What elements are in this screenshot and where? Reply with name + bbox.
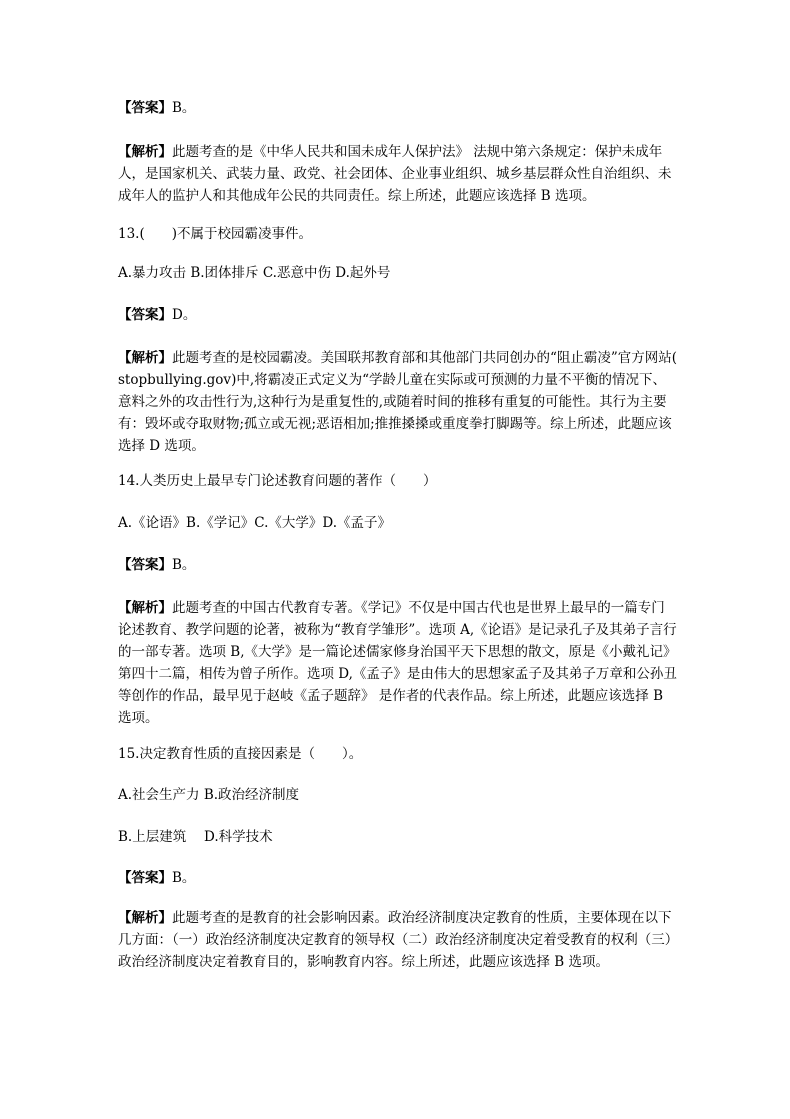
q12-answer: [118, 97, 678, 119]
q13-answer: [118, 304, 678, 326]
answer-value: B。: [172, 100, 196, 116]
q15-analysis: [118, 907, 678, 973]
analysis-tag: 【解析】: [118, 350, 172, 366]
q14-analysis: [118, 597, 678, 729]
analysis-text: 此题考查的中国古代教育专著。《学记》不仅是中国古代也是世界上最早的一篇专门论述教育、教学问题的论著，被称为“教育学雏形”。选项 A,《论语》是记录孔子及其弟子言行的一部专著。选项 B,《大学》是一篇论述儒家修身治国平天下思想的散文，原是《小戴礼记》第四十二篇，相传为曾子所作。选项 D,《孟子》是由伟大的思想家孟子及其弟子万章和公孙丑等创作的作品，最早见于赵岐《孟子题辞》 是作者的代表作品。综上所述，此题应该选择 B 选项。: [118, 600, 677, 726]
q13-options: A.暴力攻击 B.团体排斥 C.恶意中伤 D.起外号: [118, 265, 391, 281]
answer-value: D。: [172, 307, 197, 323]
q12-analysis: [118, 141, 678, 207]
analysis-tag: 【解析】: [118, 910, 172, 926]
answer-value: B。: [172, 870, 196, 886]
q15-answer: [118, 867, 678, 889]
answer-tag: 【答案】: [118, 557, 172, 573]
analysis-text: 此题考查的是校园霸凌。美国联邦教育部和其他部门共同创办的“阻止霸凌”官方网站( stopbullying.gov)中,将霸凌正式定义为“学龄儿童在实际或可预测的力量不平衡的情况下、意料之外的攻击性行为,这种行为是重复性的,或随着时间的推移有重复的可能性。其行为主要有：毁坏或夺取财物;孤立或无视;恶语相加;推推搡搡或重度拳打脚踢等。综上所述，此题应该选择 D 选项。: [118, 350, 678, 454]
q14-options: A.《论语》B.《学记》C.《大学》D.《孟子》: [118, 515, 392, 531]
q13-analysis: [118, 347, 678, 457]
analysis-tag: 【解析】: [118, 600, 172, 616]
q15-options-line1: A.社会生产力 B.政治经济制度: [118, 787, 300, 803]
q13-question: 13.( )不属于校园霸凌事件。: [118, 226, 313, 242]
q14-question: 14.人类历史上最早专门论述教育问题的著作（ ）: [118, 473, 437, 489]
analysis-text: 此题考查的是《中华人民共和国未成年人保护法》 法规中第六条规定：保护未成年人，是国家机关、武装力量、政党、社会团体、企业事业组织、城乡基层群众性自治组织、未成年人的监护人和其他成年公民的共同责任。综上所述，此题应该选择 B 选项。: [118, 144, 672, 204]
q15-options-line2: B.上层建筑 D.科学技术: [118, 829, 273, 845]
q15-question: 15.决定教育性质的直接因素是（ ）。: [118, 746, 363, 762]
analysis-tag: 【解析】: [118, 144, 172, 160]
answer-tag: 【答案】: [118, 307, 172, 323]
answer-tag: 【答案】: [118, 100, 172, 116]
answer-tag: 【答案】: [118, 870, 172, 886]
answer-value: B。: [172, 557, 196, 573]
q14-answer: [118, 554, 678, 576]
analysis-text: 此题考查的是教育的社会影响因素。政治经济制度决定教育的性质，主要体现在以下几方面：（一）政治经济制度决定教育的领导权（二）政治经济制度决定着受教育的权利（三）政治经济制度决定着教育目的，影响教育内容。综上所述，此题应该选择 B 选项。: [118, 910, 672, 970]
